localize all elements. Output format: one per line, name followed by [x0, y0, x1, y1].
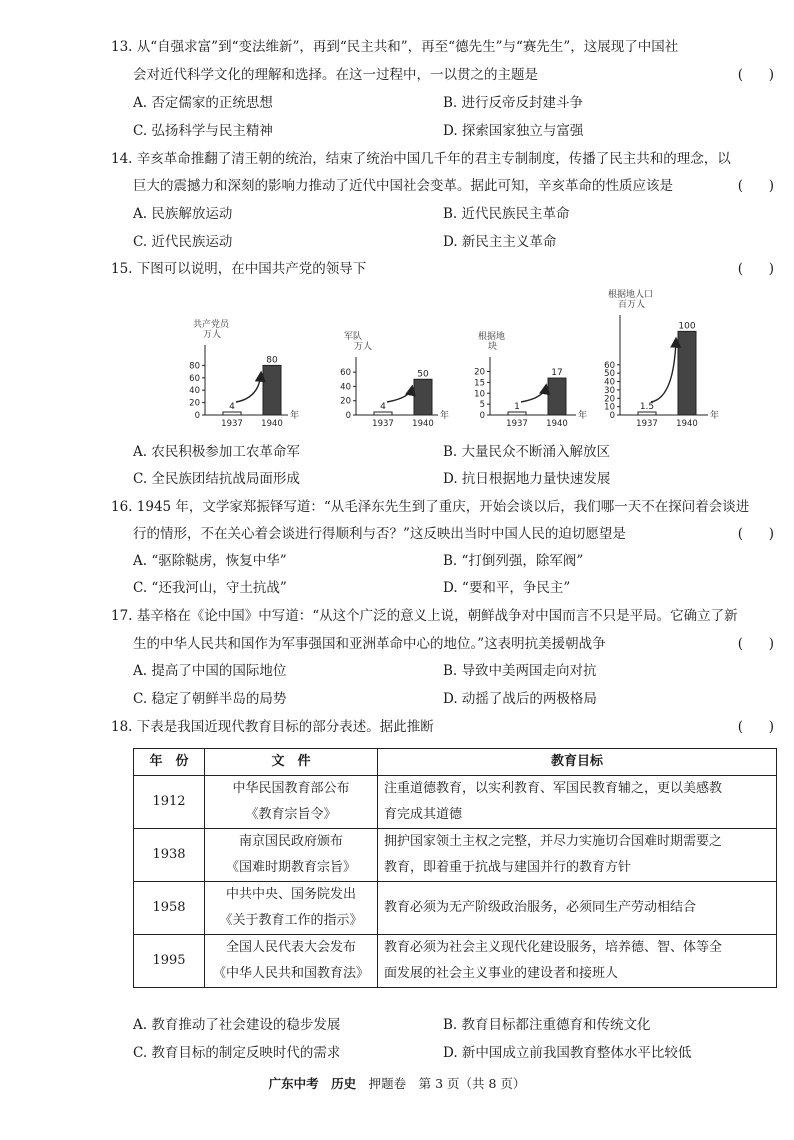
- bar: [678, 331, 696, 415]
- table-row: [134, 935, 777, 988]
- x-tick-label: 1940: [412, 419, 434, 429]
- q14-option-d: D. 新民主主义革命: [443, 234, 557, 250]
- bar: [548, 378, 566, 415]
- table-row: [134, 776, 777, 829]
- x-tick-label: 1937: [506, 419, 528, 429]
- row-year: 1958: [134, 882, 205, 935]
- y-tick-label: 40: [189, 386, 200, 397]
- y-tick-label: 0: [345, 411, 351, 421]
- y-axis-unit: 块: [488, 342, 498, 352]
- y-axis-unit: 百万人: [618, 300, 646, 310]
- row-year: 1938: [134, 829, 205, 882]
- x-axis-unit: 年: [290, 411, 300, 421]
- y-tick-label: 50: [604, 369, 615, 380]
- y-tick-label: 30: [604, 385, 615, 396]
- doc-issuer: 中华民国教育部公布: [232, 781, 350, 796]
- q15-option-b: B. 大量民众不断涌入解放区: [443, 444, 611, 460]
- y-tick-label: 0: [609, 411, 615, 421]
- data-label: 1.5: [639, 402, 655, 412]
- goal-line1: 注重道德教育，以实利教育、军国民教育辅之，更以美感教: [384, 781, 723, 796]
- y-axis-unit: 万人: [203, 330, 222, 340]
- education-goals-table: [133, 748, 777, 988]
- goal-line2: 教育，即着重于抗战与建国并行的教育方针: [384, 860, 632, 875]
- doc-title: 《国难时期教育宗旨》: [225, 860, 356, 875]
- q13-option-d: D. 探索国家独立与富强: [443, 123, 584, 139]
- q16-stem-line2: 行的情形，不在关心着会谈进行得顺利与否？”这反映出当时中国人民的迫切愿望是: [133, 526, 626, 542]
- goal-line1: 拥护国家领土主权之完整，并尽力实施切合国难时期需要之: [384, 834, 723, 849]
- y-tick-label: 80: [189, 361, 200, 372]
- q17-option-a: A. 提高了中国的国际地位: [133, 663, 287, 679]
- y-axis-label: 根据地人口: [608, 290, 654, 300]
- row-year: 1995: [134, 935, 205, 988]
- y-tick-label: 5: [479, 400, 485, 411]
- q14-option-a: A. 民族解放运动: [133, 206, 233, 222]
- q15-bar-charts: [0, 285, 794, 435]
- doc-title: 《中华人民共和国教育法》: [212, 966, 369, 981]
- q14-stem-line2: 巨大的震撼力和深刻的影响力推动了近代中国社会变革。据此可知，辛亥革命的性质应该是: [133, 178, 673, 194]
- doc-issuer: 全国人民代表大会发布: [225, 940, 356, 955]
- q13-option-a: A. 否定儒家的正统思想: [133, 95, 273, 111]
- x-tick-label: 1937: [221, 419, 243, 429]
- q18-answer-blank: ( ): [737, 719, 774, 735]
- table-row: [134, 829, 777, 882]
- y-tick-label: 20: [340, 396, 351, 407]
- y-tick-label: 60: [189, 373, 200, 384]
- x-tick-label: 1940: [261, 419, 283, 429]
- q17-option-b: B. 导致中美两国走向对抗: [443, 663, 597, 679]
- q14-stem-line1: 14. 辛亥革命推翻了清王朝的统治，结束了统治中国几千年的君主专制制度，传播了民主共和的理念，以: [111, 151, 731, 167]
- y-tick-label: 60: [604, 360, 615, 371]
- doc-title: 《关于教育工作的指示》: [219, 913, 363, 928]
- row-document: [205, 776, 378, 829]
- data-label: 80: [266, 355, 278, 366]
- q15-option-d: D. 抗日根据地力量快速发展: [443, 471, 611, 487]
- q18-option-a: A. 教育推动了社会建设的稳步发展: [133, 1017, 341, 1033]
- q14-option-b: B. 近代民族民主革命: [443, 206, 570, 222]
- q16-stem-line1: 16. 1945 年，文学家郑振铎写道：“从毛泽东先生到了重庆，开始会谈以后，我们哪一天不在探问着会谈进: [111, 499, 750, 515]
- header-document: 文 件: [205, 749, 378, 776]
- header-year: 年 份: [134, 749, 205, 776]
- doc-issuer: 中共中央、国务院发出: [225, 887, 356, 902]
- header-goal: 教育目标: [378, 749, 777, 776]
- footer-page-info: 押题卷 第 3 页（共 8 页）: [356, 1076, 526, 1091]
- row-document: [205, 829, 378, 882]
- y-tick-label: 10: [604, 402, 615, 413]
- q16-option-d: D. “要和平，争民主”: [443, 580, 571, 596]
- y-tick-label: 60: [340, 368, 351, 379]
- data-label: 4: [229, 402, 235, 412]
- y-tick-label: 20: [474, 367, 485, 378]
- y-tick-label: 20: [604, 394, 615, 405]
- goal-line1: 教育必须为社会主义现代化建设服务，培养德、智、体等全: [384, 940, 723, 955]
- goal-line2: 育完成其道德: [384, 807, 463, 822]
- doc-issuer: 南京国民政府颁布: [238, 834, 343, 849]
- q18-option-b: B. 教育目标都注重德育和传统文化: [443, 1017, 651, 1033]
- bar: [374, 412, 392, 415]
- q14-option-c: C. 近代民族运动: [133, 234, 233, 250]
- row-goal: [378, 935, 777, 988]
- row-goal: [378, 776, 777, 829]
- y-axis-label: 共产党员: [193, 320, 230, 330]
- data-label: 1: [514, 402, 520, 412]
- y-tick-label: 0: [479, 411, 485, 421]
- y-axis-label: 军队: [344, 332, 363, 342]
- x-tick-label: 1940: [546, 419, 568, 429]
- table-header-row: [134, 749, 777, 776]
- q14-answer-blank: ( ): [737, 178, 774, 194]
- bar: [414, 379, 432, 415]
- row-goal: [378, 882, 777, 935]
- x-tick-label: 1937: [372, 419, 394, 429]
- q18-option-c: C. 教育目标的制定反映时代的需求: [133, 1045, 341, 1061]
- doc-title: 《教育宗旨令》: [245, 807, 337, 822]
- q17-answer-blank: ( ): [737, 636, 774, 652]
- q15-answer-blank: ( ): [737, 261, 774, 277]
- y-tick-label: 40: [604, 377, 615, 388]
- q16-answer-blank: ( ): [737, 526, 774, 542]
- q18-stem-line1: 18. 下表是我国近现代教育目标的部分表述。据此推断: [111, 719, 434, 735]
- q17-stem-line2: 生的中华人民共和国作为军事强国和亚洲革命中心的地位。”这表明抗美援朝战争: [133, 636, 606, 652]
- page-footer: [0, 1074, 794, 1092]
- q17-stem-line1: 17. 基辛格在《论中国》中写道：“从这个广泛的意义上说，朝鲜战争对中国而言不只是平局。它确立了新: [111, 608, 738, 624]
- q13-stem-line2: 会对近代科学文化的理解和选择。在这一过程中，一以贯之的主题是: [133, 67, 538, 83]
- q16-option-b: B. “打倒列强，除军阀”: [443, 553, 584, 569]
- x-axis-unit: 年: [440, 411, 450, 421]
- goal-line1: 教育必须为无产阶级政治服务，必须同生产劳动相结合: [384, 900, 697, 915]
- table-row: [134, 882, 777, 935]
- y-axis-unit: 万人: [354, 342, 373, 352]
- footer-exam-name: 广东中考 历史: [268, 1076, 357, 1091]
- data-label: 17: [551, 368, 563, 379]
- y-tick-label: 40: [340, 382, 351, 393]
- row-year: 1912: [134, 776, 205, 829]
- q15-option-a: A. 农民积极参加工农革命军: [133, 444, 300, 460]
- x-axis-unit: 年: [578, 411, 588, 421]
- q13-option-b: B. 进行反帝反封建斗争: [443, 95, 584, 111]
- y-tick-label: 20: [189, 398, 200, 409]
- y-tick-label: 0: [194, 411, 200, 421]
- data-label: 50: [417, 369, 429, 380]
- x-tick-label: 1937: [636, 419, 658, 429]
- q15-stem-line1: 15. 下图可以说明，在中国共产党的领导下: [111, 261, 367, 277]
- data-label: 4: [380, 402, 386, 412]
- q16-option-a: A. “驱除鞑虏，恢复中华”: [133, 553, 287, 569]
- bar: [638, 412, 656, 415]
- x-axis-unit: 年: [710, 411, 720, 421]
- bar: [223, 412, 241, 415]
- growth-arrow: [521, 386, 546, 402]
- bar: [263, 365, 281, 415]
- q15-option-c: C. 全民族团结抗战局面形成: [133, 471, 300, 487]
- bar: [508, 412, 526, 415]
- growth-arrow: [387, 387, 412, 402]
- row-goal: [378, 829, 777, 882]
- q13-option-c: C. 弘扬科学与民主精神: [133, 123, 273, 139]
- y-tick-label: 10: [474, 389, 485, 400]
- goal-line2: 面发展的社会主义事业的建设者和接班人: [384, 966, 619, 981]
- q18-option-d: D. 新中国成立前我国教育整体水平比较低: [443, 1045, 692, 1061]
- growth-arrow: [651, 339, 676, 402]
- q13-stem-line1: 13. 从“自强求富”到“变法维新”，再到“民主共和”，再至“德先生”与“赛先生”，这展现了中国社: [111, 39, 679, 55]
- x-tick-label: 1940: [676, 419, 698, 429]
- y-axis-label: 根据地: [478, 332, 506, 342]
- y-tick-label: 15: [474, 378, 485, 389]
- q17-option-c: C. 稳定了朝鲜半岛的局势: [133, 691, 287, 707]
- row-document: [205, 935, 378, 988]
- q17-option-d: D. 动摇了战后的两极格局: [443, 691, 597, 707]
- row-document: [205, 882, 378, 935]
- data-label: 100: [678, 321, 696, 332]
- growth-arrow: [236, 373, 261, 402]
- q16-option-c: C. “还我河山，守土抗战”: [133, 580, 287, 596]
- q13-answer-blank: ( ): [737, 67, 774, 83]
